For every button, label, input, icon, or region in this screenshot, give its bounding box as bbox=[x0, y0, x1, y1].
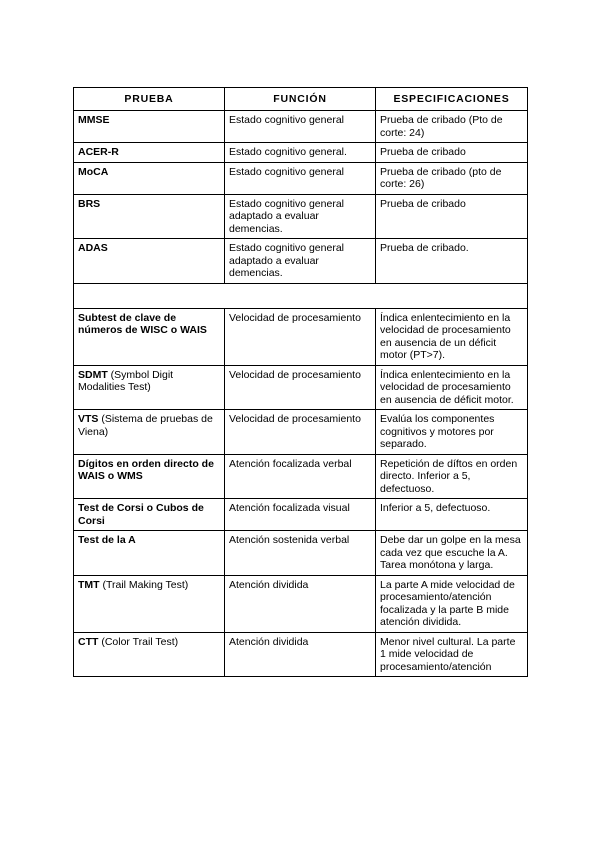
header-prueba: PRUEBA bbox=[74, 88, 225, 111]
table-row bbox=[74, 575, 528, 632]
header-especificaciones: ESPECIFICACIONES bbox=[376, 88, 528, 111]
test-name: Dígitos en orden directo de WAIS o WMS bbox=[78, 457, 214, 482]
spec-cell: Prueba de cribado bbox=[376, 194, 528, 239]
test-name-cell bbox=[74, 143, 225, 163]
function-cell: Velocidad de procesamiento bbox=[225, 365, 376, 410]
separator-row bbox=[74, 283, 528, 308]
test-name-cell bbox=[74, 239, 225, 284]
spec-cell: Prueba de cribado. bbox=[376, 239, 528, 284]
function-cell: Estado cognitivo general bbox=[225, 111, 376, 143]
spec-cell: Inferior a 5, defectuoso. bbox=[376, 499, 528, 531]
test-name: Subtest de clave de números de WISC o WAIS bbox=[78, 311, 207, 336]
table-row bbox=[74, 531, 528, 576]
table-row bbox=[74, 454, 528, 499]
test-name: MoCA bbox=[78, 165, 109, 178]
table-row bbox=[74, 194, 528, 239]
spec-cell: Menor nivel cultural. La parte 1 mide velocidad de procesamiento/atención bbox=[376, 632, 528, 677]
function-cell: Velocidad de procesamiento bbox=[225, 410, 376, 455]
table-row bbox=[74, 111, 528, 143]
spec-cell: Prueba de cribado (pto de corte: 26) bbox=[376, 162, 528, 194]
table-row bbox=[74, 499, 528, 531]
table-row bbox=[74, 632, 528, 677]
test-name: Test de Corsi o Cubos de Corsi bbox=[78, 502, 204, 527]
table-row bbox=[74, 365, 528, 410]
test-name: BRS bbox=[78, 197, 101, 210]
spec-cell: Prueba de cribado (Pto de corte: 24) bbox=[376, 111, 528, 143]
function-cell: Estado cognitivo general. bbox=[225, 143, 376, 163]
test-name-cell bbox=[74, 308, 225, 365]
test-name-detail: (Sistema de pruebas de Viena) bbox=[78, 413, 213, 438]
table-row bbox=[74, 162, 528, 194]
spec-cell: La parte A mide velocidad de procesamiento/atención focalizada y la parte B mide atención dividida. bbox=[376, 575, 528, 632]
test-name-detail: (Color Trail Test) bbox=[98, 635, 179, 648]
function-cell: Estado cognitivo general adaptado a evaluar demencias. bbox=[225, 239, 376, 284]
test-name-cell bbox=[74, 111, 225, 143]
test-name: MMSE bbox=[78, 114, 110, 126]
table-row bbox=[74, 308, 528, 365]
test-name-cell bbox=[74, 410, 225, 455]
function-cell: Estado cognitivo general adaptado a evaluar demencias. bbox=[225, 194, 376, 239]
table-row bbox=[74, 143, 528, 163]
test-name-detail: (Symbol Digit Modalities Test) bbox=[78, 368, 174, 393]
function-cell: Atención dividida bbox=[225, 575, 376, 632]
spec-cell: Prueba de cribado bbox=[376, 143, 528, 163]
spec-cell: Índica enlentecimiento en la velocidad de procesamiento en ausencia de déficit motor. bbox=[376, 365, 528, 410]
test-name: SDMT bbox=[78, 368, 108, 381]
table-row bbox=[74, 410, 528, 455]
test-name-cell bbox=[74, 575, 225, 632]
test-name-cell bbox=[74, 531, 225, 576]
function-cell: Velocidad de procesamiento bbox=[225, 308, 376, 365]
function-cell: Atención dividida bbox=[225, 632, 376, 677]
spec-cell: Índica enlentecimiento en la velocidad de procesamiento en ausencia de un déficit motor (PT>7). bbox=[376, 308, 528, 365]
header-row bbox=[74, 88, 528, 111]
test-name-detail: (Trail Making Test) bbox=[99, 578, 189, 591]
spec-cell: Repetición de díftos en orden directo. Inferior a 5, defectuoso. bbox=[376, 454, 528, 499]
test-name: Test de la A bbox=[78, 534, 136, 546]
test-name-cell bbox=[74, 162, 225, 194]
function-cell: Estado cognitivo general bbox=[225, 162, 376, 194]
spec-cell: Debe dar un golpe en la mesa cada vez que escuche la A. Tarea monótona y larga. bbox=[376, 531, 528, 576]
test-name-cell bbox=[74, 632, 225, 677]
test-name-cell bbox=[74, 365, 225, 410]
table-row bbox=[74, 239, 528, 284]
header-funcion: FUNCIÓN bbox=[225, 88, 376, 111]
separator-cell bbox=[74, 283, 528, 308]
test-name-cell bbox=[74, 499, 225, 531]
test-name: VTS bbox=[78, 413, 99, 425]
function-cell: Atención sostenida verbal bbox=[225, 531, 376, 576]
spec-cell: Evalúa los componentes cognitivos y motores por separado. bbox=[376, 410, 528, 455]
function-cell: Atención focalizada visual bbox=[225, 499, 376, 531]
function-cell: Atención focalizada verbal bbox=[225, 454, 376, 499]
test-name: ACER-R bbox=[78, 146, 119, 158]
test-name-cell bbox=[74, 454, 225, 499]
test-name: ADAS bbox=[78, 242, 108, 254]
test-name-cell bbox=[74, 194, 225, 239]
test-name: CTT bbox=[78, 635, 99, 648]
test-name: TMT bbox=[78, 578, 100, 591]
tests-table bbox=[73, 87, 528, 677]
